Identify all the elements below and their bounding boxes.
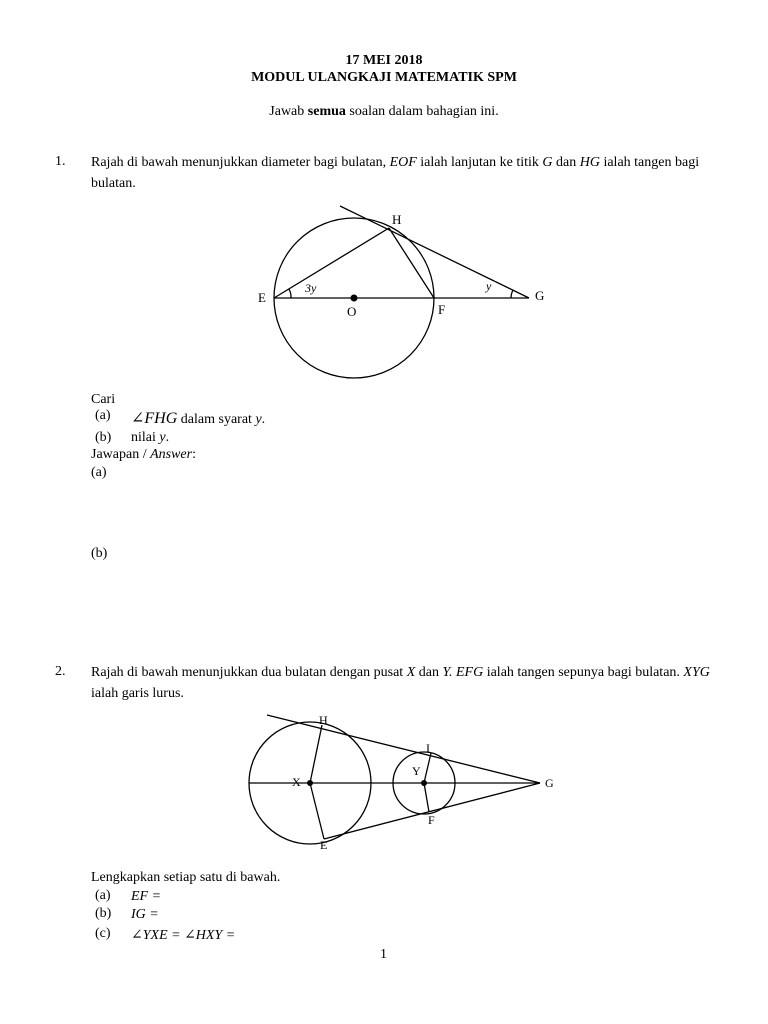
q1-text-6: ialah tangen bagi bulatan. <box>91 155 700 191</box>
q1-part-b <box>131 430 169 446</box>
q1-part-a-label: (a) <box>95 408 111 423</box>
q1-label-f: F <box>438 302 446 317</box>
instruction-pre: Jawab <box>269 104 308 119</box>
q2-radius-yf <box>424 783 429 812</box>
q2-item-b-text: IG = <box>131 907 159 922</box>
q2-text <box>91 662 721 704</box>
q1-answer-post: : <box>192 447 196 462</box>
q1-text-0: Rajah di bawah menunjukkan diameter bagi bulatan, <box>91 155 390 170</box>
document-title: MODUL ULANGKAJI MATEMATIK SPM <box>251 70 517 85</box>
q2-tangent-lower <box>324 783 540 839</box>
q1-number: 1. <box>55 154 66 169</box>
q1-text-4: dan <box>552 155 580 170</box>
q2-item-c-label: (c) <box>95 926 111 941</box>
q2-radius-xh <box>310 725 322 783</box>
q2-text-0: Rajah di bawah menunjukkan dua bulatan dengan pusat <box>91 665 407 680</box>
q1-part-a <box>131 408 265 428</box>
q2-text-6: ialah garis lurus. <box>91 686 184 701</box>
page-number: 1 <box>380 947 387 962</box>
q1-label-e: E <box>258 290 266 305</box>
q2-label-g: G <box>545 776 554 790</box>
q2-text-5: XYG <box>683 665 710 680</box>
q1-text-5: HG <box>579 155 600 170</box>
q2-center-y-dot <box>421 780 427 786</box>
q2-text-1: X <box>406 665 416 680</box>
q2-number: 2. <box>55 664 66 679</box>
q1-tangent-line <box>340 206 529 298</box>
q1-label-g: G <box>535 288 545 303</box>
q2-label-y: Y <box>412 764 421 778</box>
q2-radius-xe <box>310 783 324 839</box>
q2-label-h: H <box>319 713 328 727</box>
q1-angle-arc-g <box>511 290 513 298</box>
q2-tangent-upper <box>267 715 540 783</box>
q2-item-b-label: (b) <box>95 906 112 921</box>
q2-radius-yi <box>424 753 431 783</box>
q1-part-a-text: dalam syarat <box>177 412 256 427</box>
instruction-line <box>0 104 768 120</box>
q2-label-f: F <box>428 813 435 827</box>
q2-item-a-text: EF = <box>131 889 162 904</box>
q1-angle-arc-e <box>289 289 291 298</box>
q1-answer-it: Answer <box>150 447 193 462</box>
q2-instruction: Lengkapkan setiap satu di bawah. <box>91 870 281 885</box>
q2-text-4: ialah tangen sepunya bagi bulatan. <box>483 665 684 680</box>
q2-text-2: dan <box>415 665 443 680</box>
q1-answer-a: (a) <box>91 465 107 480</box>
q2-center-x-dot <box>307 780 313 786</box>
q2-item-c-text: ∠YXE = ∠HXY = <box>131 928 236 943</box>
q1-cari: Cari <box>91 392 116 407</box>
q1-label-o: O <box>347 304 357 319</box>
q1-part-b-var: y <box>159 430 166 445</box>
instruction-post: soalan dalam bahagian ini. <box>345 104 499 119</box>
q1-part-b-end: . <box>165 430 170 445</box>
q1-part-b-label: (b) <box>95 430 112 445</box>
q1-part-a-angle: ∠FHG <box>131 410 178 427</box>
q1-part-a-end: . <box>261 412 266 427</box>
q1-angle-label-g: y <box>486 279 492 293</box>
q2-text-3: Y. EFG <box>442 665 484 680</box>
q1-answer-label <box>91 447 196 463</box>
instruction-bold: semua <box>307 104 346 119</box>
q1-text <box>91 152 721 194</box>
document-date: 17 MEI 2018 <box>345 53 423 68</box>
q1-text-3: G <box>542 155 553 170</box>
q1-part-b-text: nilai <box>131 430 160 445</box>
q2-item-a-label: (a) <box>95 888 111 903</box>
q1-chord-hf <box>389 228 434 298</box>
q1-angle-label-e: 3y <box>305 281 317 295</box>
q2-label-x: X <box>292 775 301 789</box>
q1-chord-eh <box>274 228 389 298</box>
q1-text-2: ialah lanjutan ke titik <box>416 155 543 170</box>
q1-label-h: H <box>392 212 402 227</box>
q1-answer-pre: Jawapan / <box>91 447 151 462</box>
q2-label-e: E <box>320 838 328 852</box>
q1-text-1: EOF <box>389 155 417 170</box>
q1-answer-b: (b) <box>91 546 108 561</box>
q2-label-i: I <box>426 741 430 755</box>
q2-figure <box>0 705 768 865</box>
q1-figure <box>0 200 768 400</box>
q1-part-a-var: y <box>255 412 262 427</box>
q1-center-dot <box>351 295 358 302</box>
